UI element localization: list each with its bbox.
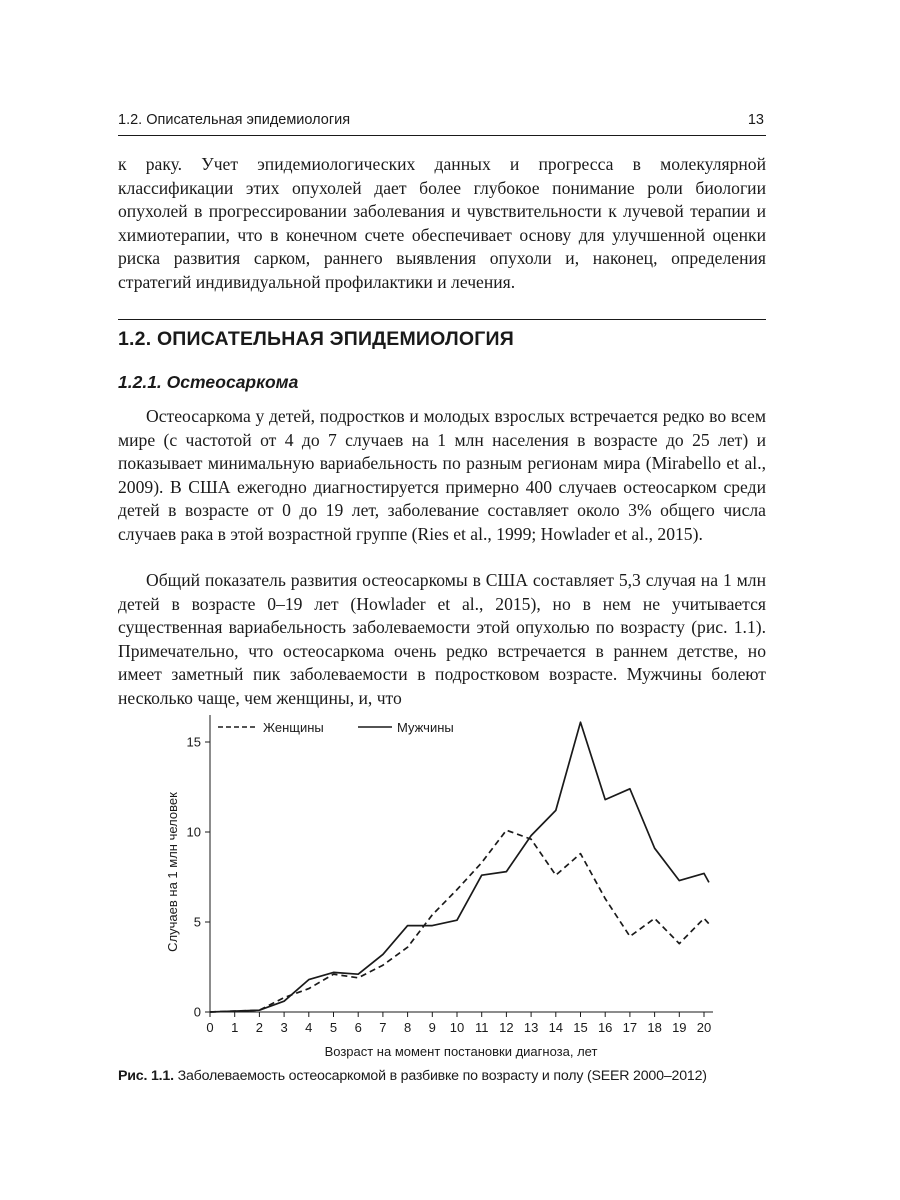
x-tick-label: 2 <box>255 1020 264 1035</box>
intro-paragraph: к раку. Учет эпидемиологических данных и прогресса в молекулярной классификации этих опухолей дает более глубокое понимание роли биологии опухолей в прогрессировании заболевания и чувствительности к лучевой терапии и химиотерапии, что в конечном счете обеспечивает основу для улучшенной оценки риска развития сарком, раннего выявления опухоли и, наконец, определения стратегий индивидуальной профилактики и лечения. <box>118 154 766 292</box>
x-tick-label: 4 <box>305 1020 313 1035</box>
chart-legend <box>218 720 454 735</box>
body-paragraph-2: Общий показатель развития остеосаркомы в США составляет 5,3 случая на 1 млн детей в возрасте 0–19 лет (Howlader et al., 2015), но в нем не учитывается существенная вариабельность заболеваемости этой опухолью по возрасту (рис. 1.1). Примечательно, что остеосаркома очень редко встречается в раннем детстве, но имеет заметный пик заболеваемости в подростковом возрасте. Мужчины болеют несколько чаще, чем женщины, и, что <box>118 570 766 708</box>
x-tick-label: 16 <box>597 1020 613 1035</box>
series-lines <box>210 722 709 1012</box>
x-tick-label: 6 <box>354 1020 362 1035</box>
x-tick-label: 11 <box>474 1020 489 1035</box>
figure-caption <box>118 1068 778 1084</box>
section-rule <box>118 319 766 320</box>
x-tick-label: 5 <box>329 1020 338 1035</box>
x-tick-label: 15 <box>573 1020 588 1035</box>
x-tick-label: 20 <box>696 1020 712 1035</box>
subsection-title: 1.2.1. Остеосаркома <box>118 372 299 392</box>
series-line-women <box>210 830 709 1012</box>
page-number: 13 <box>747 112 764 128</box>
x-tick-label: 3 <box>280 1020 288 1035</box>
chart-axes <box>210 715 713 1012</box>
y-axis-label: Случаев на 1 млн человек <box>165 792 180 952</box>
incidence-line-chart <box>150 700 730 1065</box>
x-tick-label: 8 <box>403 1020 412 1035</box>
y-tick-label: 0 <box>193 1004 201 1020</box>
x-tick-label: 13 <box>523 1020 539 1035</box>
x-tick-label: 19 <box>672 1020 687 1035</box>
caption-text: Заболеваемость остеосаркомой в разбивке по возрасту и полу (SEER 2000–2012) <box>177 1068 707 1084</box>
running-header <box>118 112 766 134</box>
body-paragraph-1: Остеосаркома у детей, подростков и молодых взрослых встречается редко во всем мире (с частотой от 4 до 7 случаев на 1 млн населения в возрасте до 25 лет) и показывает минимальную вариабельность по разным регионам мира (Mirabello et al., 2009). В США ежегодно диагностируется примерно 400 случаев остеосарком среди детей в возрасте от 0 до 19 лет, заболевание составляет около 3% общего числа случаев рака в этой возрастной группе (Ries et al., 1999; Howlader et al., 2015). <box>118 406 766 544</box>
legend-label-women: Женщины <box>263 720 324 735</box>
x-tick-label: 10 <box>449 1020 465 1035</box>
x-tick-label: 7 <box>379 1020 387 1035</box>
x-tick-label: 1 <box>231 1020 239 1035</box>
series-line-men <box>210 722 709 1012</box>
header-rule <box>118 135 766 136</box>
x-tick-label: 18 <box>647 1020 662 1035</box>
section-title: 1.2. ОПИСАТЕЛЬНАЯ ЭПИДЕМИОЛОГИЯ <box>118 328 514 350</box>
x-tick-label: 9 <box>428 1020 436 1035</box>
y-tick-label: 5 <box>193 914 201 930</box>
x-axis-label: Возраст на момент постановки диагноза, лет <box>324 1044 598 1059</box>
x-tick-label: 17 <box>622 1020 638 1035</box>
caption-label: Рис. 1.1. <box>118 1068 174 1084</box>
x-tick-label: 12 <box>499 1020 514 1035</box>
running-head-title: 1.2. Описательная эпидемиология <box>118 112 351 128</box>
x-tick-label: 0 <box>206 1020 214 1035</box>
y-tick-label: 10 <box>186 824 201 840</box>
x-tick-label: 14 <box>548 1020 564 1035</box>
legend-label-men: Мужчины <box>397 720 454 735</box>
y-tick-label: 15 <box>186 734 201 750</box>
axis-ticks <box>187 735 712 1036</box>
